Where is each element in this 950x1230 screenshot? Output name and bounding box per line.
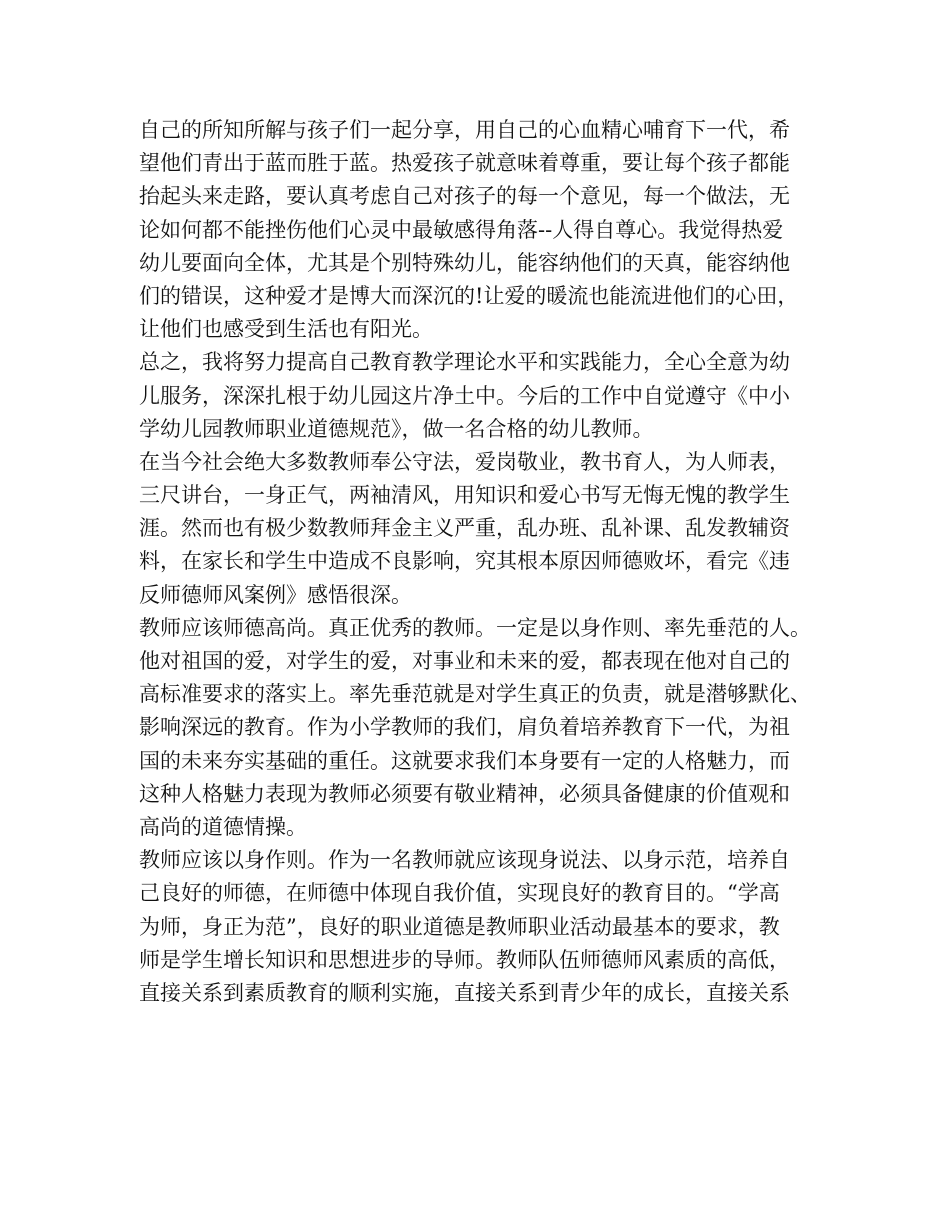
text-line: 涯。然而也有极少数教师拜金主义严重，乱办班、乱补课、乱发教辅资: [139, 516, 790, 541]
text-line: 教师应该师德高尚。真正优秀的教师。一定是以身作则、率先垂范的人。: [139, 615, 811, 640]
text-line: 直接关系到素质教育的顺利实施，直接关系到青少年的成长，直接关系: [139, 980, 790, 1005]
text-line: 总之，我将努力提高自己教育教学理论水平和实践能力，全心全意为幼: [139, 350, 790, 375]
text-line: 抬起头来走路，要认真考虑自己对孩子的每一个意见，每一个做法，无: [139, 184, 790, 209]
text-line: 影响深远的教育。作为小学教师的我们，肩负着培养教育下一代，为祖: [139, 715, 790, 740]
text-line: 他对祖国的爱，对学生的爱，对事业和未来的爱，都表现在他对自己的: [139, 649, 790, 673]
text-line: 师是学生增长知识和思想进步的导师。教师队伍师德师风素质的高低，: [139, 947, 790, 972]
text-line: 己良好的师德，在师德中体现自我价值，实现良好的教育目的。“学高: [139, 881, 780, 906]
text-line: 高标准要求的落实上。率先垂范就是对学生真正的负责，就是潜够默化、: [139, 682, 811, 707]
text-line: 料，在家长和学生中造成不良影响，究其根本原因师德败坏，看完《违: [139, 549, 790, 574]
document-body: [139, 114, 819, 1010]
text-line: 儿服务，深深扎根于幼儿园这片净土中。今后的工作中自觉遵守《中小: [139, 383, 790, 408]
text-line: 反师德师风案例》感悟很深。: [139, 582, 412, 607]
text-line: 三尺讲台，一身正气，两袖清风，用知识和爱心书写无悔无愧的教学生: [139, 483, 790, 508]
text-line: 高尚的道德情操。: [139, 814, 307, 839]
text-line: 教师应该以身作则。作为一名教师就应该现身说法、以身示范，培养自: [139, 848, 790, 873]
text-line: 论如何都不能挫伤他们心灵中最敏感得角落--人得自尊心。我觉得热爱: [139, 217, 784, 242]
text-line: 为师，身正为范”，良好的职业道德是教师职业活动最基本的要求，教: [139, 914, 780, 939]
text-line: 国的未来夯实基础的重任。这就要求我们本身要有一定的人格魅力，而: [139, 748, 790, 773]
text-line: 自己的所知所解与孩子们一起分享，用自己的心血精心哺育下一代，希: [139, 118, 790, 142]
text-line: 让他们也感受到生活也有阳光。: [139, 317, 433, 342]
text-line: 学幼儿园教师职业道德规范》，做一名合格的幼儿教师。: [139, 416, 654, 441]
text-line: 在当今社会绝大多数教师奉公守法，爱岗敬业，教书育人，为人师表，: [139, 449, 790, 474]
text-line: 望他们青出于蓝而胜于蓝。热爱孩子就意味着尊重，要让每个孩子都能: [139, 151, 790, 176]
text-line: 幼儿要面向全体，尤其是个别特殊幼儿，能容纳他们的天真，能容纳他: [139, 250, 790, 275]
text-line: 这种人格魅力表现为教师必须要有敬业精神，必须具备健康的价值观和: [139, 781, 790, 806]
text-line: 们的错误，这种爱才是博大而深沉的!让爱的暖流也能流进他们的心田，: [139, 283, 799, 308]
